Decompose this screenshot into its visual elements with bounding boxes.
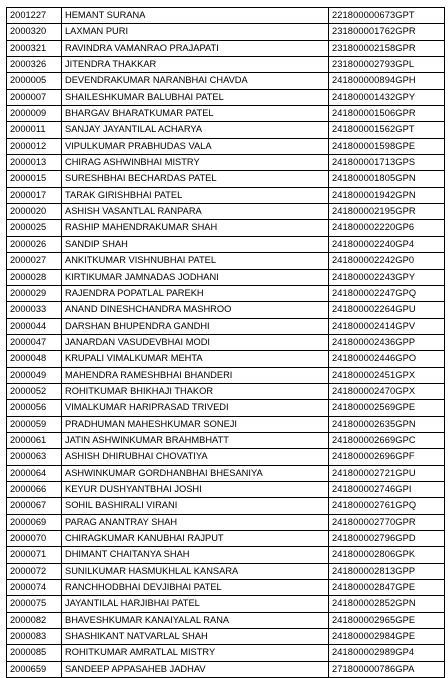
member-code-cell: 241800002243GPY bbox=[329, 269, 445, 285]
member-code-cell: 241800001506GPR bbox=[329, 106, 445, 122]
member-name-cell: BHARGAV BHARATKUMAR PATEL bbox=[62, 106, 329, 122]
member-code-cell: 241800001805GPN bbox=[329, 171, 445, 187]
member-code-cell: 241800002847GPE bbox=[329, 580, 445, 596]
member-id-cell: 2000007 bbox=[7, 89, 62, 105]
member-name-cell: KRUPALI VIMALKUMAR MEHTA bbox=[62, 351, 329, 367]
member-name-cell: JANARDAN VASUDEVBHAI MODI bbox=[62, 334, 329, 350]
member-id-cell: 2000066 bbox=[7, 481, 62, 497]
member-name-cell: DHIMANT CHAITANYA SHAH bbox=[62, 547, 329, 563]
table-row bbox=[7, 187, 445, 203]
member-name-cell: VIPULKUMAR PRABHUDAS VALA bbox=[62, 138, 329, 154]
member-name-cell: JATIN ASHWINKUMAR BRAHMBHATT bbox=[62, 432, 329, 448]
table-row bbox=[7, 432, 445, 448]
member-name-cell: ASHWINKUMAR GORDHANBHAI BHESANIYA bbox=[62, 465, 329, 481]
member-id-cell: 2000005 bbox=[7, 73, 62, 89]
member-id-cell: 2000070 bbox=[7, 531, 62, 547]
member-id-cell: 2000012 bbox=[7, 138, 62, 154]
table-row bbox=[7, 89, 445, 105]
table-row bbox=[7, 531, 445, 547]
member-code-cell: 241800002806GPK bbox=[329, 547, 445, 563]
member-code-cell: 241800002242GP0 bbox=[329, 253, 445, 269]
member-id-cell: 2000059 bbox=[7, 416, 62, 432]
member-name-cell: JITENDRA THAKKAR bbox=[62, 57, 329, 73]
member-name-cell: SOHIL BASHIRALI VIRANI bbox=[62, 498, 329, 514]
member-code-cell: 241800002669GPC bbox=[329, 432, 445, 448]
member-name-cell: KIRTIKUMAR JAMNADAS JODHANI bbox=[62, 269, 329, 285]
member-code-cell: 241800002852GPN bbox=[329, 596, 445, 612]
member-name-cell: VIMALKUMAR HARIPRASAD TRIVEDI bbox=[62, 400, 329, 416]
table-row bbox=[7, 334, 445, 350]
member-code-cell: 241800002965GPE bbox=[329, 612, 445, 628]
member-name-cell: HEMANT SURANA bbox=[62, 8, 329, 24]
member-id-cell: 2000048 bbox=[7, 351, 62, 367]
table-row bbox=[7, 155, 445, 171]
member-id-cell: 2000659 bbox=[7, 661, 62, 677]
member-code-cell: 241800002414GPV bbox=[329, 318, 445, 334]
member-code-cell: 241800001942GPN bbox=[329, 187, 445, 203]
member-name-cell: SANJAY JAYANTILAL ACHARYA bbox=[62, 122, 329, 138]
member-id-cell: 2000082 bbox=[7, 612, 62, 628]
table-row bbox=[7, 416, 445, 432]
member-name-cell: RAVINDRA VAMANRAO PRAJAPATI bbox=[62, 40, 329, 56]
member-name-cell: BHAVESHKUMAR KANAIYALAL RANA bbox=[62, 612, 329, 628]
table-row bbox=[7, 547, 445, 563]
table-body bbox=[7, 8, 445, 678]
member-name-cell: ASHISH DHIRUBHAI CHOVATIYA bbox=[62, 449, 329, 465]
table-row bbox=[7, 204, 445, 220]
member-code-cell: 241800002436GPP bbox=[329, 334, 445, 350]
member-name-cell: ASHISH VASANTLAL RANPARA bbox=[62, 204, 329, 220]
member-code-cell: 241800002813GPP bbox=[329, 563, 445, 579]
member-id-cell: 2000063 bbox=[7, 449, 62, 465]
member-code-cell: 241800002220GP6 bbox=[329, 220, 445, 236]
member-name-cell: ANAND DINESHCHANDRA MASHROO bbox=[62, 302, 329, 318]
member-code-cell: 241800002635GPN bbox=[329, 416, 445, 432]
member-code-cell: 241800002470GPX bbox=[329, 383, 445, 399]
member-id-cell: 2000069 bbox=[7, 514, 62, 530]
member-id-cell: 2000044 bbox=[7, 318, 62, 334]
table-row bbox=[7, 367, 445, 383]
member-name-cell: RANCHHODBHAI DEVJIBHAI PATEL bbox=[62, 580, 329, 596]
member-name-cell: SANDIP SHAH bbox=[62, 236, 329, 252]
table-row bbox=[7, 236, 445, 252]
table-row bbox=[7, 138, 445, 154]
member-id-cell: 2000033 bbox=[7, 302, 62, 318]
member-name-cell: CHIRAGKUMAR KANUBHAI RAJPUT bbox=[62, 531, 329, 547]
member-code-cell: 241800002989GP4 bbox=[329, 645, 445, 661]
member-code-cell: 241800002240GP4 bbox=[329, 236, 445, 252]
member-id-cell: 2000320 bbox=[7, 24, 62, 40]
member-code-cell: 241800001432GPY bbox=[329, 89, 445, 105]
member-id-cell: 2000029 bbox=[7, 285, 62, 301]
table-row bbox=[7, 8, 445, 24]
member-code-cell: 241800002746GPI bbox=[329, 481, 445, 497]
member-id-cell: 2000047 bbox=[7, 334, 62, 350]
member-code-cell: 241800002984GPE bbox=[329, 629, 445, 645]
member-name-cell: DEVENDRAKUMAR NARANBHAI CHAVDA bbox=[62, 73, 329, 89]
member-code-cell: 231800001762GPR bbox=[329, 24, 445, 40]
member-name-cell: PARAG ANANTRAY SHAH bbox=[62, 514, 329, 530]
table-row bbox=[7, 351, 445, 367]
table-row bbox=[7, 253, 445, 269]
member-id-cell: 2000326 bbox=[7, 57, 62, 73]
table-row bbox=[7, 40, 445, 56]
document-page bbox=[6, 7, 444, 678]
table-row bbox=[7, 106, 445, 122]
member-id-cell: 2000017 bbox=[7, 187, 62, 203]
member-id-cell: 2000067 bbox=[7, 498, 62, 514]
member-id-cell: 2000071 bbox=[7, 547, 62, 563]
member-name-cell: CHIRAG ASHWINBHAI MISTRY bbox=[62, 155, 329, 171]
table-row bbox=[7, 596, 445, 612]
member-id-cell: 2000083 bbox=[7, 629, 62, 645]
member-id-cell: 2000020 bbox=[7, 204, 62, 220]
member-id-cell: 2000085 bbox=[7, 645, 62, 661]
table-row bbox=[7, 318, 445, 334]
member-code-cell: 221800000673GPT bbox=[329, 8, 445, 24]
member-code-cell: 241800002569GPE bbox=[329, 400, 445, 416]
member-code-cell: 241800002446GPO bbox=[329, 351, 445, 367]
member-code-cell: 271800000786GPA bbox=[329, 661, 445, 677]
member-code-cell: 241800002264GPU bbox=[329, 302, 445, 318]
table-row bbox=[7, 73, 445, 89]
member-id-cell: 2000064 bbox=[7, 465, 62, 481]
member-code-cell: 241800002451GPX bbox=[329, 367, 445, 383]
member-id-cell: 2000056 bbox=[7, 400, 62, 416]
member-id-cell: 2000015 bbox=[7, 171, 62, 187]
member-name-cell: JAYANTILAL HARJIBHAI PATEL bbox=[62, 596, 329, 612]
table-row bbox=[7, 220, 445, 236]
member-code-cell: 241800002721GPU bbox=[329, 465, 445, 481]
member-name-cell: TARAK GIRISHBHAI PATEL bbox=[62, 187, 329, 203]
table-row bbox=[7, 612, 445, 628]
member-id-cell: 2000075 bbox=[7, 596, 62, 612]
member-code-cell: 241800002761GPQ bbox=[329, 498, 445, 514]
table-row bbox=[7, 383, 445, 399]
member-name-cell: DARSHAN BHUPENDRA GANDHI bbox=[62, 318, 329, 334]
member-name-cell: PRADHUMAN MAHESHKUMAR SONEJI bbox=[62, 416, 329, 432]
table-row bbox=[7, 302, 445, 318]
member-id-cell: 2000074 bbox=[7, 580, 62, 596]
table-row bbox=[7, 285, 445, 301]
member-table bbox=[6, 7, 445, 678]
table-row bbox=[7, 563, 445, 579]
member-id-cell: 2001227 bbox=[7, 8, 62, 24]
member-name-cell: LAXMAN PURI bbox=[62, 24, 329, 40]
member-code-cell: 241800002247GPQ bbox=[329, 285, 445, 301]
member-name-cell: ROHITKUMAR BHIKHAJI THAKOR bbox=[62, 383, 329, 399]
member-name-cell: SURESHBHAI BECHARDAS PATEL bbox=[62, 171, 329, 187]
member-id-cell: 2000026 bbox=[7, 236, 62, 252]
member-name-cell: ROHITKUMAR AMRATLAL MISTRY bbox=[62, 645, 329, 661]
member-id-cell: 2000011 bbox=[7, 122, 62, 138]
member-name-cell: RAJENDRA POPATLAL PAREKH bbox=[62, 285, 329, 301]
member-code-cell: 241800001562GPT bbox=[329, 122, 445, 138]
member-name-cell: SHAILESHKUMAR BALUBHAI PATEL bbox=[62, 89, 329, 105]
member-name-cell: SANDEEP APPASAHEB JADHAV bbox=[62, 661, 329, 677]
member-id-cell: 2000049 bbox=[7, 367, 62, 383]
member-code-cell: 241800002796GPD bbox=[329, 531, 445, 547]
table-row bbox=[7, 400, 445, 416]
table-row bbox=[7, 57, 445, 73]
member-code-cell: 241800001713GPS bbox=[329, 155, 445, 171]
member-name-cell: ANKITKUMAR VISHNUBHAI PATEL bbox=[62, 253, 329, 269]
member-name-cell: SUNILKUMAR HASMUKHLAL KANSARA bbox=[62, 563, 329, 579]
member-code-cell: 231800002793GPL bbox=[329, 57, 445, 73]
member-id-cell: 2000027 bbox=[7, 253, 62, 269]
member-code-cell: 241800002696GPF bbox=[329, 449, 445, 465]
member-id-cell: 2000013 bbox=[7, 155, 62, 171]
member-code-cell: 241800002195GPR bbox=[329, 204, 445, 220]
table-row bbox=[7, 481, 445, 497]
member-code-cell: 241800001598GPE bbox=[329, 138, 445, 154]
table-row bbox=[7, 24, 445, 40]
member-id-cell: 2000061 bbox=[7, 432, 62, 448]
member-name-cell: SHASHIKANT NATVARLAL SHAH bbox=[62, 629, 329, 645]
table-row bbox=[7, 645, 445, 661]
member-id-cell: 2000028 bbox=[7, 269, 62, 285]
member-id-cell: 2000009 bbox=[7, 106, 62, 122]
table-row bbox=[7, 122, 445, 138]
table-row bbox=[7, 580, 445, 596]
table-row bbox=[7, 498, 445, 514]
member-name-cell: KEYUR DUSHYANTBHAI JOSHI bbox=[62, 481, 329, 497]
table-row bbox=[7, 449, 445, 465]
table-row bbox=[7, 269, 445, 285]
table-row bbox=[7, 661, 445, 677]
member-id-cell: 2000025 bbox=[7, 220, 62, 236]
table-row bbox=[7, 514, 445, 530]
member-id-cell: 2000052 bbox=[7, 383, 62, 399]
member-code-cell: 241800000894GPH bbox=[329, 73, 445, 89]
member-id-cell: 2000072 bbox=[7, 563, 62, 579]
member-name-cell: MAHENDRA RAMESHBHAI BHANDERI bbox=[62, 367, 329, 383]
member-code-cell: 241800002770GPR bbox=[329, 514, 445, 530]
member-name-cell: RASHIP MAHENDRAKUMAR SHAH bbox=[62, 220, 329, 236]
table-row bbox=[7, 171, 445, 187]
member-code-cell: 231800002158GPR bbox=[329, 40, 445, 56]
table-row bbox=[7, 629, 445, 645]
table-row bbox=[7, 465, 445, 481]
member-id-cell: 2000321 bbox=[7, 40, 62, 56]
